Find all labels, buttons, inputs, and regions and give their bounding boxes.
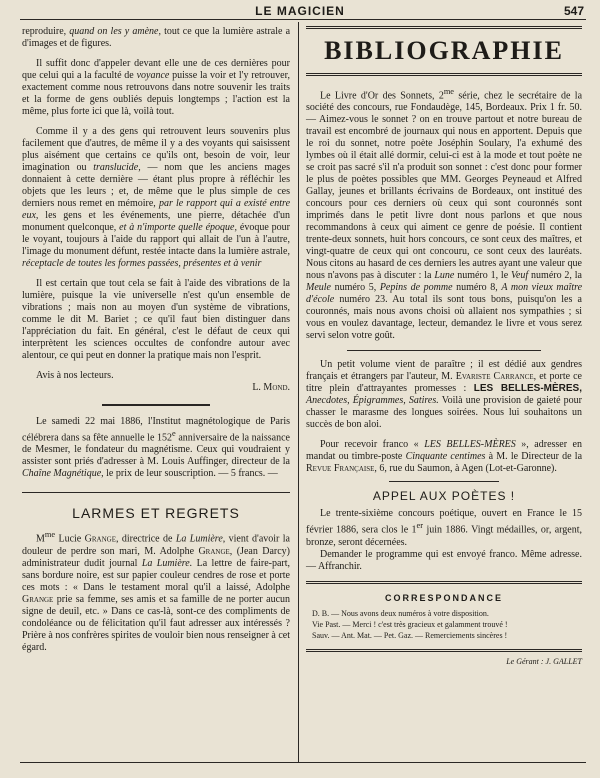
section-title: BIBLIOGRAPHIE — [324, 36, 564, 65]
bottom-rule — [20, 762, 586, 763]
notice-line: Avis à nos lecteurs. — [36, 370, 114, 381]
top-rule — [20, 19, 586, 20]
section-rule — [102, 404, 209, 406]
paragraph: Il est certain que tout cela se fait à l'aide des vibrations de la lumière, puisque la vie universelle n'est qu'un ensemble de vibrations ; mais non au moyen d'un système de vibrations, comme le dit M. Bariet ; ce qu'il faut bien distinguer dans l'appréciation du fait. En général, c'est le défaut de ceux qui interprètent les sciences occultes de confondre autour avec alentour, ce qui peut en donner la pratique mais non l'esprit. — [22, 278, 290, 361]
paragraph: Un petit volume vient de paraître ; il est dédié aux gendres français et étrangers par l'auteur, M. Evariste Carrance, et porte ce titre plein d'attrayantes promesses : LES BELLES-MÈRES, Anecdotes, Épigrammes, Satires. Voilà une provision de gaieté pour chasser le marasme des longues soirées. Nous lui souhaitons un succès de bon aloi. — [306, 359, 582, 431]
section-heading: APPEL AUX POÈTES ! — [372, 489, 516, 504]
paragraph: Pour recevoir franco « LES BELLES-MÈRES », adresser en mandat ou timbre-poste Cinquante centimes à M. le Directeur de la Revue Française, 6, rue du Saumon, à Agen (Lot-et-Garonne). — [306, 439, 583, 475]
paragraph: reproduire, quand on les y amène, tout ce que la lumière astrale a d'images et de figures. — [22, 26, 291, 49]
left-column — [22, 26, 290, 654]
correspondence-item: Sauv. — Ant. Mat. — Pet. Gaz. — Remerciements sincères ! — [312, 630, 508, 640]
section-heading: LARMES ET REGRETS — [72, 505, 240, 522]
paragraph: $M^{me}$ Lucie Grange, directrice de La Lumière, vient d'avoir la douleur de perdre son mari, M. Adolphe Grange, (Jean Darcy) administrateur dudit journal La Lumière. La lettre de faire-part, sans bordure noire, est sur papier couleur cendres de rose et porte ces mots : « Dans le testament moral qu'il a laissé, Adolphe Grange prie sa femme, ses amis et sa famille de ne porter aucun signe de deuil, etc. » Dans ce cas-là, sont-ce des compliments de condoléance ou de félicitation qu'il faut adresser aux intéressés ? Prière à nos confrères spirites de vouloir bien nous renseigner à cet égard. — [22, 530, 291, 653]
column-divider — [298, 22, 299, 762]
section-rule — [306, 649, 582, 652]
signature: L. Mond. — [252, 382, 290, 393]
page-number: 547 — [563, 4, 584, 18]
section-rule — [347, 350, 540, 351]
section-rule — [22, 492, 290, 493]
journal-title: LE MAGICIEN — [255, 4, 345, 18]
paragraph: Le trente-sixième concours poétique, ouvert en France le 15 février 1886, sera clos le 1er juin 1886. Vingt médailles, or, argent, bronze, seront décernées. — [306, 508, 583, 548]
paragraph: Le samedi 22 mai 1886, l'Institut magnétologique de Paris célébrera dans sa fête annuelle le 152e anniversaire de la naissance de Mesmer, le fondateur du magnétisme. Ceux qui voudraient y assister sont priés d'adresser à M. Louis Auffinger, directeur de la Chaîne Magnétique, le prix de leur souscription. — 5 francs. — — [22, 416, 290, 480]
correspondence-item: Vie Past. — Merci ! c'est très gracieux et galamment trouvé ! — [312, 619, 508, 629]
correspondence-item: D. B. — Nous avons deux numéros à votre disposition. — [312, 608, 489, 618]
section-heading: CORRESPONDANCE — [384, 592, 503, 603]
gerant-line: Le Gérant : J. GALLET — [506, 656, 582, 666]
right-column — [306, 26, 582, 668]
paragraph: Demander le programme qui est envoyé franco. Même adresse. — Affranchir. — [306, 548, 582, 572]
section-rule — [306, 581, 582, 584]
paragraph: Le Livre d'Or des Sonnets, $2^{me}$ série, chez le secrétaire de la société des concours, rue Fondaudège, 145, Bordeaux. Prix 1 fr. 50. — Aimez-vous le sonnet ? on en trouve partout et notre bureau de travail est encombré de journaux qui nous en apportent. Depuis que le roi du sonnet, notre poète Joséphin Soulary, l'a exhumé des lymbes où il était allé dormir, celui-ci est à la mode et tout poète ne se croit pas sacré s'il n'a produit son sonnet : c'est donc pour former le plus de poètes possibles que MM. Georges Peyneaud et Alfred Gallay, jeunes et brillants écrivains de Bordeaux, ont institué des concours pour ces derniers où ceux qui sont couronnés sont imprimés dans le petit livre dont nous parlons et que nous recommandons à ceux qui aiment ce genre de poésie. Il contient trente-deux sonnets, huit hors concours, ce sont ceux des maîtres, et vingt-quatre de ceux qui ont concouru, ce sont ceux des lauréats. Nous citons au hasard de ces derniers les autres ayant une valeur que nous n'avons pas à discuter : la Lune numéro 1, le Veuf numéro 2, la Meule numéro 5, Pepins de pomme numéro 8, A mon vieux maître d'école numéro 23. Au total ils sont tous bons, puisqu'on les a couronnés, mais nous avons choisi où allaient nos sympathies ; si vous en voulez davantage, lecteur, demandez le livre et vous serez servi selon votre goût. — [306, 87, 583, 342]
bibliography-banner — [306, 26, 582, 76]
paragraph: Comme il y a des gens qui retrouvent leurs souvenirs plus facilement que d'autres, de même il y a des voyants qui saisissent plus aisément que certains ce qu'ils ont, besoin de voir, leur imagination ou translucide, — nom que les anciens mages donnaient à cette dernière — étant plus propre à réfléchir les objets que les leurs ; et, de même que le plus simple de ces derniers nous remet en mémoire, par le rapport qui a existé entre eux, les gens et les événements, une pierre, détachée d'un monument quelconque, et à n'importe quelle époque, évoque pour le voyant, toujours à l'aide du rapport qui allait de l'un à l'autre, l'image du monument défunt, restée intacte dans la lumière astrale, réceptacle de toutes les formes passées, présentes et à venir — [22, 126, 291, 269]
section-rule — [389, 481, 499, 482]
paragraph: Il suffit donc d'appeler devant elle une de ces dernières pour que celui qui a la faculté de voyance puisse la voir et l'y retrouver, exactement comme nous retrouvons dans notre souvenir les traits et la forme de gens oubliés depuis longtemps ; l'action est la même, plus forte ici que là, voilà tout. — [22, 58, 291, 117]
running-header — [0, 2, 600, 18]
